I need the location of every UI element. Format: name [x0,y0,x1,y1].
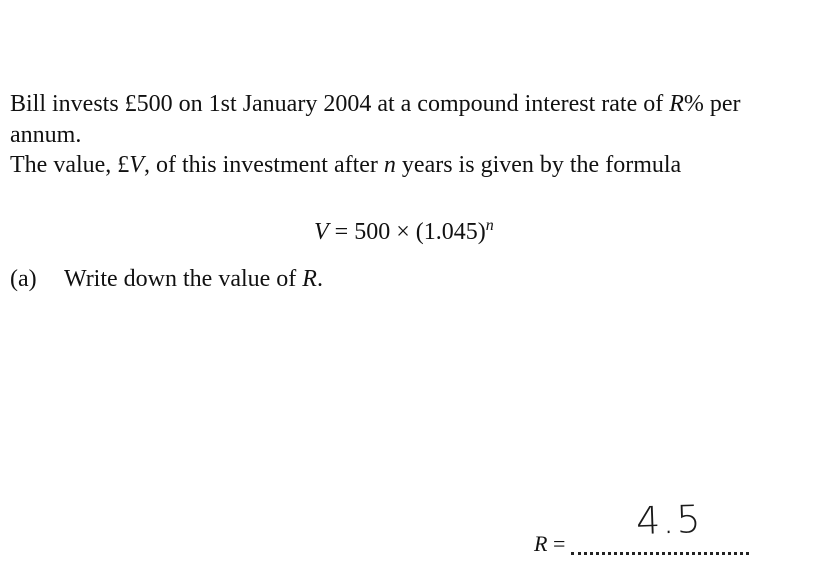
variable-n: n [383,152,396,178]
answer-label-var: R [534,531,548,556]
question-text: Bill invests £500 on 1st January 2004 at a compound interest rate of [10,91,670,117]
question-text: % per [683,91,741,117]
formula-rhs: = 500 × (1.045) [328,219,486,245]
part-a-question [10,264,323,294]
question-line-1 [10,89,741,119]
question-text: annum. [10,122,82,148]
question-line-3 [10,150,681,180]
part-a-label: (a) [10,266,37,292]
variable-r: R [669,91,684,117]
part-a-text: . [316,266,323,292]
part-a-text: Write down the value of [64,266,303,292]
answer-label-eq: = [547,531,566,556]
question-text: The value, £ [10,152,130,178]
handwritten-answer: 4.5 [635,496,704,544]
variable-v: V [129,152,144,178]
answer-dotted-line[interactable] [571,550,749,555]
formula [314,211,494,247]
variable-r: R [302,266,317,292]
formula-exponent: n [485,217,494,234]
question-text: , of this investment after [143,152,384,178]
question-text: years is given by the formula [395,152,682,178]
formula-lhs: V [314,219,329,245]
question-line-2 [10,120,81,150]
